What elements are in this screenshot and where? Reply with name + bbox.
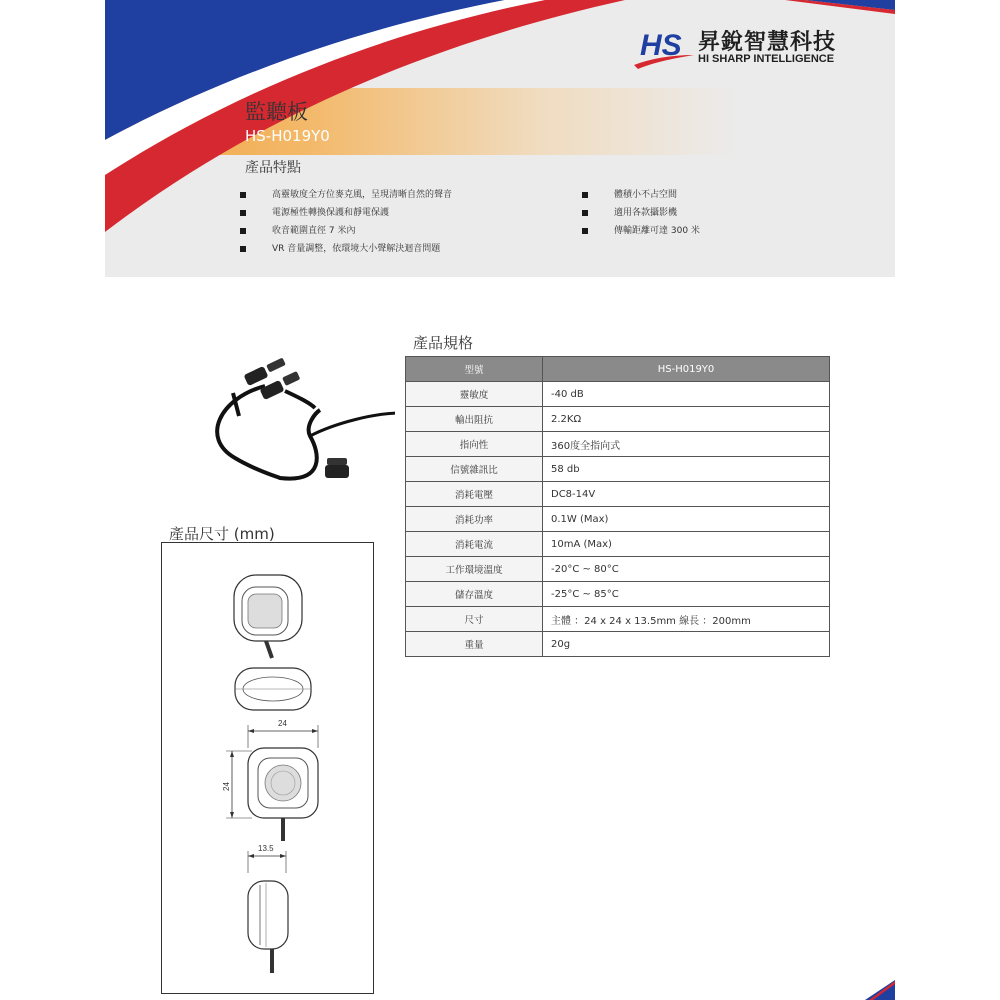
device-side-view — [248, 844, 288, 973]
product-model: HS-H019Y0 — [245, 127, 330, 145]
height-dimension-label: 24 — [222, 782, 231, 791]
spec-value: 20g — [543, 632, 830, 657]
spec-value: 2.2KΩ — [543, 407, 830, 432]
spec-key: 消耗電壓 — [406, 482, 543, 507]
features-heading: 產品特點 — [245, 160, 301, 176]
bullet-icon — [240, 192, 246, 198]
spec-key: 儲存溫度 — [406, 582, 543, 607]
bullet-icon — [240, 228, 246, 234]
spec-value: 10mA (Max) — [543, 532, 830, 557]
spec-row — [406, 407, 830, 432]
spec-row — [406, 632, 830, 657]
brand-name-en: HI SHARP INTELLIGENCE — [698, 53, 835, 65]
spec-key: 尺寸 — [406, 607, 543, 632]
spec-row — [406, 482, 830, 507]
spec-key: 靈敏度 — [406, 382, 543, 407]
spec-row — [406, 457, 830, 482]
spec-key: 重量 — [406, 632, 543, 657]
device-top-view — [235, 668, 311, 710]
bullet-icon — [240, 210, 246, 216]
spec-value: 360度全指向式 — [543, 432, 830, 457]
spec-table — [405, 356, 830, 657]
hs-logo-icon — [630, 15, 698, 75]
spec-key: 指向性 — [406, 432, 543, 457]
spec-header-row — [406, 357, 830, 382]
corner-accent — [855, 980, 895, 1000]
spec-value: -40 dB — [543, 382, 830, 407]
spec-key: 工作環境溫度 — [406, 557, 543, 582]
device-angled-view — [234, 575, 302, 658]
spec-row — [406, 532, 830, 557]
bullet-icon — [582, 210, 588, 216]
width-dimension-label: 24 — [278, 719, 287, 728]
device-front-view — [222, 719, 318, 841]
logo-mark-text: HS — [640, 29, 682, 62]
spec-row — [406, 582, 830, 607]
spec-value: -25°C ~ 85°C — [543, 582, 830, 607]
spec-value: 0.1W (Max) — [543, 507, 830, 532]
spec-value: DC8-14V — [543, 482, 830, 507]
depth-dimension-label: 13.5 — [258, 844, 274, 853]
dimensions-panel — [161, 542, 374, 994]
spec-value: 58 db — [543, 457, 830, 482]
dimensions-heading: 產品尺寸 (mm) — [169, 525, 275, 543]
spec-key: 型號 — [406, 357, 543, 382]
spec-key: 輸出阻抗 — [406, 407, 543, 432]
bullet-icon — [582, 228, 588, 234]
spec-row — [406, 432, 830, 457]
dimension-drawing — [162, 543, 372, 992]
spec-sheet: HS 昇銳智慧科技 HI SHARP INTELLIGENCE 監聽板 HS-H019Y0 產品特點 高靈敏度全方位麥克風，呈現清晰自然的聲音 電源極性轉換保護和靜電保護 收音範圍直徑 7 米內 VR 音量調整，依環境大小聲解決迴音問題 體積小不占空間 適用各款攝影機 傳輸距離可達 300 米 產品尺寸 (mm) 24 24 13.5 產品規格 型號 HS-H019Y0 靈敏度 -40 dB 輸出阻抗 2.2KΩ 指向性 360度全指向式 信號雜訊比 58 db 消耗電壓 DC8-14V 消耗功率 0.1W (Max) 消耗電流 10mA (Max) 工作環境溫度 -20°C ~ 80°C 儲存溫度 -25°C ~ 85°C 尺寸 主體 ：24 x 24 x 13.5mm 線長 ：200mm 重量 20g — [105, 0, 895, 1000]
brand-name-cn: 昇銳智慧科技 — [698, 30, 837, 55]
brand-logo — [630, 15, 880, 75]
spec-value: HS-H019Y0 — [543, 357, 830, 382]
spec-key: 消耗電流 — [406, 532, 543, 557]
spec-row — [406, 382, 830, 407]
spec-row — [406, 507, 830, 532]
spec-row — [406, 607, 830, 632]
spec-key: 消耗功率 — [406, 507, 543, 532]
product-title: 監聽板 — [245, 100, 308, 124]
spec-key: 信號雜訊比 — [406, 457, 543, 482]
product-photo — [205, 358, 395, 488]
spec-row — [406, 557, 830, 582]
spec-heading: 產品規格 — [413, 334, 474, 352]
spec-value: -20°C ~ 80°C — [543, 557, 830, 582]
bullet-icon — [582, 192, 588, 198]
bullet-icon — [240, 246, 246, 252]
spec-value: 主體 ：24 x 24 x 13.5mm 線長 ：200mm — [543, 607, 830, 632]
